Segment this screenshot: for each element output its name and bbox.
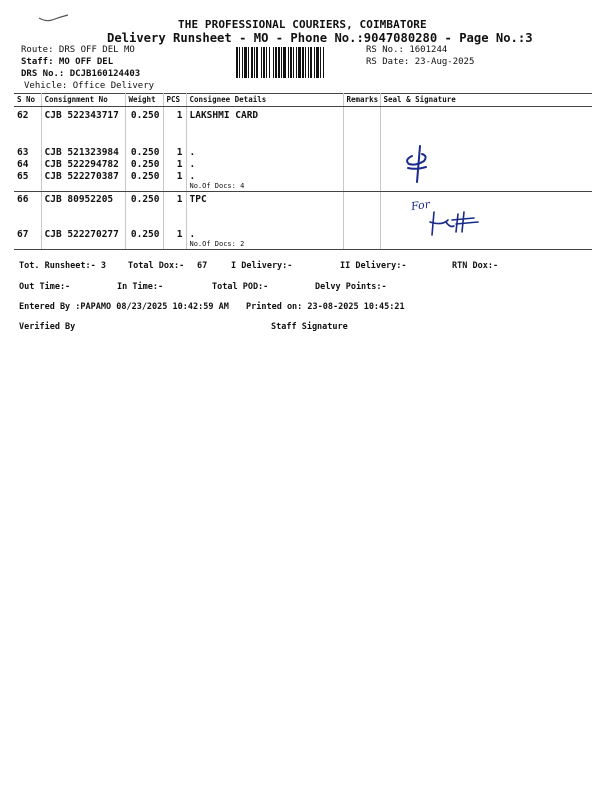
rs-date: RS Date: 23-Aug-2025 bbox=[366, 57, 475, 67]
cell-remarks bbox=[343, 229, 380, 250]
delvy-points-label: Delvy Points:- bbox=[315, 282, 387, 292]
cell-signature bbox=[380, 107, 592, 147]
barcode-bar bbox=[314, 47, 315, 78]
barcode-bar bbox=[316, 47, 319, 78]
route-label: Route: DRS OFF DEL MO bbox=[21, 45, 135, 55]
col-header-pcs: PCS bbox=[163, 94, 186, 107]
cell-sno: 62 bbox=[14, 107, 41, 147]
col-header-consignment: Consignment No bbox=[41, 94, 125, 107]
cell-pcs: 1 bbox=[163, 159, 186, 171]
total-runsheet: Tot. Runsheet:- 3 bbox=[19, 261, 106, 271]
total-dox-label: Total Dox:- bbox=[128, 261, 185, 271]
pen-mark bbox=[38, 12, 70, 26]
vehicle-label: Vehicle: Office Delivery bbox=[24, 81, 155, 91]
barcode-bar bbox=[310, 47, 312, 78]
table-row bbox=[14, 229, 592, 250]
cell-weight: 0.250 bbox=[125, 159, 163, 171]
staff-label: Staff: MO OFF DEL bbox=[21, 57, 114, 67]
runsheet-subtitle: Delivery Runsheet - MO - Phone No.:9047080280 - Page No.:3 bbox=[107, 31, 533, 45]
cell-consignment: CJB 521323984 bbox=[41, 147, 125, 159]
cell-weight: 0.250 bbox=[125, 107, 163, 147]
entered-by: Entered By :PAPAMO 08/23/2025 10:42:59 AM bbox=[19, 302, 229, 312]
cell-consignment: CJB 522294782 bbox=[41, 159, 125, 171]
docs-count-note: No.Of Docs: 2 bbox=[189, 240, 245, 248]
cell-weight: 0.250 bbox=[125, 171, 163, 192]
cell-sno: 63 bbox=[14, 147, 41, 159]
cell-sno: 67 bbox=[14, 229, 41, 250]
barcode-bar bbox=[296, 47, 297, 78]
cell-weight: 0.250 bbox=[125, 229, 163, 250]
cell-consignee bbox=[186, 229, 343, 250]
barcode-bar bbox=[288, 47, 289, 78]
cell-consignment: CJB 80952205 bbox=[41, 191, 125, 229]
printed-on: Printed on: 23-08-2025 10:45:21 bbox=[246, 302, 405, 312]
out-time-label: Out Time:- bbox=[19, 282, 71, 292]
cell-consignee-text: . bbox=[189, 170, 196, 182]
cell-pcs: 1 bbox=[163, 191, 186, 229]
company-title: THE PROFESSIONAL COURIERS, COIMBATORE bbox=[178, 18, 427, 31]
barcode-bar bbox=[242, 47, 243, 78]
barcode-bar bbox=[302, 47, 304, 78]
handwritten-signature-scribble bbox=[428, 208, 484, 238]
barcode-bar bbox=[305, 47, 306, 78]
barcode-bar bbox=[261, 47, 262, 78]
total-dox-value: 67 bbox=[197, 261, 208, 271]
docs-count-note: No.Of Docs: 4 bbox=[189, 181, 245, 190]
cell-signature bbox=[380, 229, 592, 250]
cell-consignment: CJB 522343717 bbox=[41, 107, 125, 147]
cell-consignment: CJB 522270277 bbox=[41, 229, 125, 250]
cell-weight: 0.250 bbox=[125, 191, 163, 229]
barcode-bar bbox=[320, 47, 321, 78]
cell-weight: 0.250 bbox=[125, 147, 163, 159]
barcode-bar bbox=[308, 47, 309, 78]
handwritten-for-text: For bbox=[410, 197, 431, 214]
cell-sno: 64 bbox=[14, 159, 41, 171]
table-row bbox=[14, 107, 592, 147]
cell-consignee: . bbox=[186, 159, 343, 171]
cell-pcs: 1 bbox=[163, 107, 186, 147]
cell-remarks bbox=[343, 171, 380, 192]
barcode bbox=[236, 47, 361, 78]
barcode-bar bbox=[275, 47, 277, 78]
barcode-bar bbox=[254, 47, 255, 78]
barcode-bar bbox=[293, 47, 294, 78]
col-header-weight: Weight bbox=[125, 94, 163, 107]
cell-consignment: CJB 522270387 bbox=[41, 171, 125, 192]
staff-signature-label: Staff Signature bbox=[271, 322, 348, 332]
barcode-bar bbox=[266, 47, 267, 78]
handwritten-signature-mark bbox=[400, 142, 434, 186]
cell-consignee: TPC bbox=[186, 191, 343, 229]
col-header-remarks: Remarks bbox=[343, 94, 380, 107]
cell-remarks bbox=[343, 107, 380, 147]
cell-consignee bbox=[186, 171, 343, 192]
table-row bbox=[14, 171, 592, 192]
total-pod-label: Total POD:- bbox=[212, 282, 269, 292]
barcode-bar bbox=[278, 47, 280, 78]
rs-number: RS No.: 1601244 bbox=[366, 45, 448, 55]
barcode-bar bbox=[263, 47, 265, 78]
cell-remarks bbox=[343, 191, 380, 229]
cell-pcs: 1 bbox=[163, 229, 186, 250]
table-row bbox=[14, 147, 592, 159]
cell-consignee: . bbox=[186, 147, 343, 159]
cell-remarks bbox=[343, 159, 380, 171]
barcode-bar bbox=[290, 47, 292, 78]
barcode-bar bbox=[298, 47, 301, 78]
barcode-bar bbox=[281, 47, 282, 78]
cell-sno: 65 bbox=[14, 171, 41, 192]
table-row bbox=[14, 159, 592, 171]
rtn-dox-label: RTN Dox:- bbox=[452, 261, 499, 271]
table-header-row bbox=[14, 94, 592, 107]
barcode-bar bbox=[283, 47, 286, 78]
i-delivery-label: I Delivery:- bbox=[231, 261, 293, 271]
ii-delivery-label: II Delivery:- bbox=[340, 261, 407, 271]
cell-pcs: 1 bbox=[163, 147, 186, 159]
barcode-bar bbox=[323, 47, 324, 78]
in-time-label: In Time:- bbox=[117, 282, 164, 292]
barcode-bar bbox=[256, 47, 258, 78]
cell-sno: 66 bbox=[14, 191, 41, 229]
col-header-consignee: Consignee Details bbox=[186, 94, 343, 107]
cell-remarks bbox=[343, 147, 380, 159]
cell-consignee: LAKSHMI CARD bbox=[186, 107, 343, 147]
barcode-bar bbox=[251, 47, 253, 78]
drs-number: DRS No.: DCJB160124403 bbox=[21, 69, 141, 79]
barcode-bar bbox=[248, 47, 249, 78]
barcode-bar bbox=[236, 47, 238, 78]
col-header-sno: S No bbox=[14, 94, 41, 107]
table-row bbox=[14, 191, 592, 229]
barcode-bar bbox=[244, 47, 247, 78]
barcode-bar bbox=[273, 47, 274, 78]
barcode-bar bbox=[239, 47, 240, 78]
barcode-bar bbox=[269, 47, 270, 78]
cell-pcs: 1 bbox=[163, 171, 186, 192]
cell-consignee-text: . bbox=[189, 229, 196, 240]
col-header-seal-signature: Seal & Signature bbox=[380, 94, 592, 107]
runsheet-table bbox=[14, 93, 592, 250]
verified-by-label: Verified By bbox=[19, 322, 76, 332]
